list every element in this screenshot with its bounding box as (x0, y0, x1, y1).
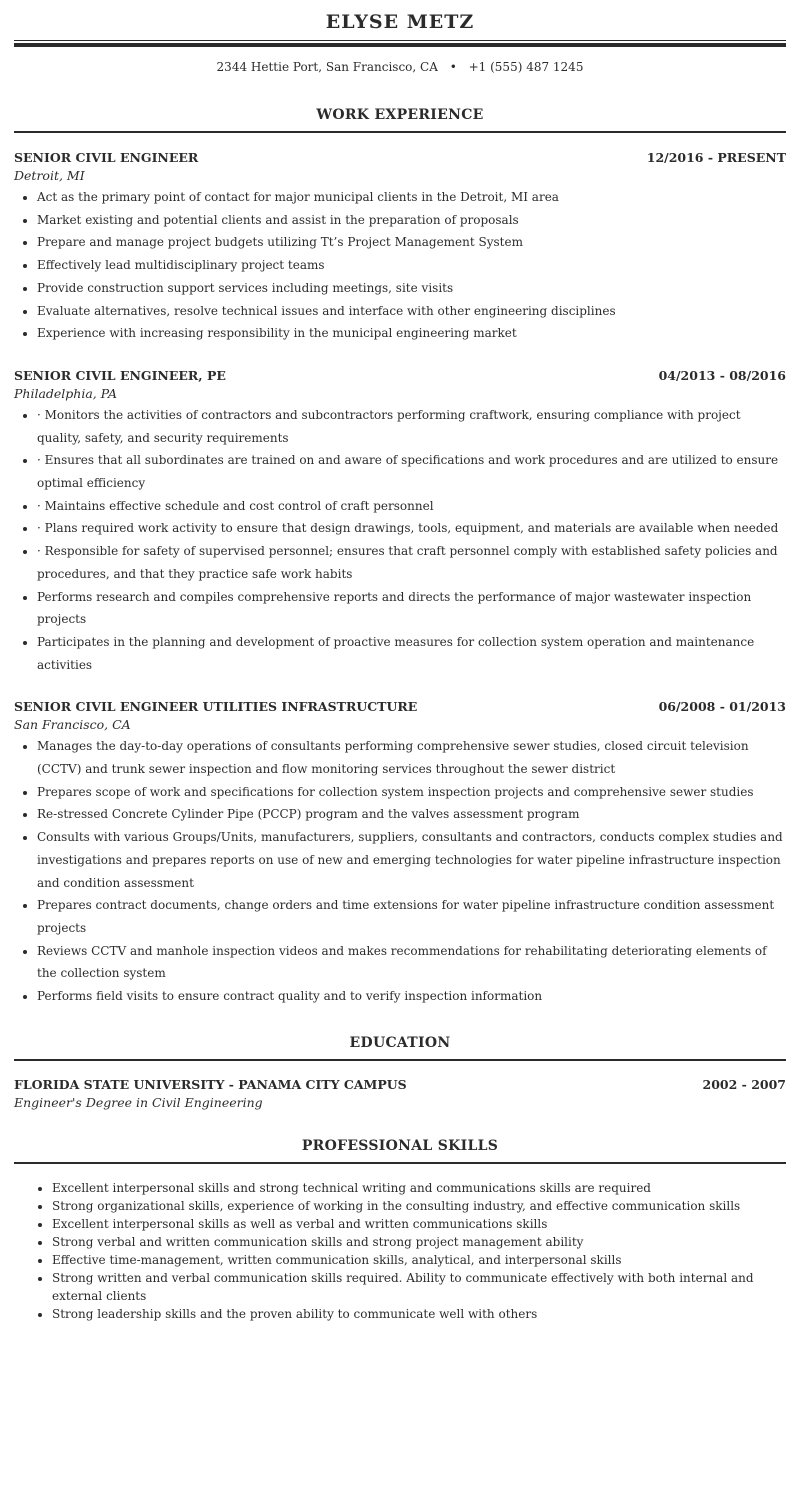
job-bullet: • Performs research and compiles comprehensive reports and directs the performance of major wastewater inspection projects (37, 586, 786, 631)
job-bullet: • · Maintains effective schedule and cost control of craft personnel (37, 495, 786, 518)
education-title: EDUCATION (349, 1034, 451, 1051)
skill-item: • Strong organizational skills, experience of working in the consulting industry, and effective communication skills (52, 1197, 786, 1215)
header-divider (14, 40, 786, 47)
skills-section (14, 1137, 786, 1323)
job-bullet: • Reviews CCTV and manhole inspection videos and makes recommendations for rehabilitating deteriorating elements of the collection system (37, 940, 786, 985)
work-experience-title: WORK EXPERIENCE (316, 107, 484, 123)
skill-item: • Strong verbal and written communication skills and strong project management ability (52, 1233, 786, 1251)
skills-title: PROFESSIONAL SKILLS (301, 1137, 499, 1154)
education-divider (14, 1059, 786, 1061)
header-divider-thick (14, 43, 786, 47)
job-bullet: • Consults with various Groups/Units, manufacturers, suppliers, consultants and contractors, conducts complex studies and investigations and prepares reports on use of new and emerging technologies for water pipeline infrastructure inspection and condition assessment (37, 826, 786, 894)
job-bullet: • · Ensures that all subordinates are trained on and aware of specifications and work procedures and are utilized to ensure optimal efficiency (37, 449, 786, 494)
school-name: FLORIDA STATE UNIVERSITY - PANAMA CITY CAMPUS (14, 1076, 407, 1092)
job-header (14, 368, 786, 384)
header-divider-thin (14, 40, 786, 41)
work-experience-section (14, 106, 786, 1008)
skill-item: • Effective time-management, written communication skills, analytical, and interpersonal skills (52, 1251, 786, 1269)
candidate-name: ELYSE METZ (325, 11, 475, 33)
job-location: Detroit, MI (14, 168, 85, 183)
education-dates: 2002 - 2007 (702, 1076, 786, 1092)
job-bullet: • Act as the primary point of contact for major municipal clients in the Detroit, MI area (37, 186, 786, 209)
job-bullet: • Re-stressed Concrete Cylinder Pipe (PCCP) program and the valves assessment program (37, 803, 786, 826)
job-bullets (14, 186, 786, 345)
job-header (14, 150, 786, 166)
education-header (14, 1077, 786, 1093)
job-bullet: • Prepares scope of work and specifications for collection system inspection projects and comprehensive sewer studies (37, 781, 786, 804)
job-dates: 12/2016 - PRESENT (646, 150, 786, 165)
job-bullet: • Prepare and manage project budgets utilizing Tt’s Project Management System (37, 231, 786, 254)
job-dates: 06/2008 - 01/2013 (658, 699, 786, 715)
job-bullet: • Provide construction support services including meetings, site visits (37, 277, 786, 300)
job-title: SENIOR CIVIL ENGINEER UTILITIES INFRASTRUCTURE (14, 699, 418, 715)
job-location: Philadelphia, PA (14, 385, 118, 401)
education-entry (14, 1077, 786, 1111)
job-title: SENIOR CIVIL ENGINEER, PE (14, 367, 226, 383)
job-bullet: • Evaluate alternatives, resolve technical issues and interface with other engineering disciplines (37, 300, 786, 323)
work-experience-divider (14, 131, 786, 133)
skill-item: • Excellent interpersonal skills and strong technical writing and communications skills are required (52, 1179, 786, 1197)
job-title: SENIOR CIVIL ENGINEER (14, 150, 199, 165)
job-dates: 04/2013 - 08/2016 (658, 367, 786, 383)
job-bullet: • · Plans required work activity to ensure that design drawings, tools, equipment, and materials are available when needed (37, 517, 786, 540)
contact-line (14, 59, 786, 75)
contact-phone: +1 (555) 487 1245 (468, 60, 584, 74)
skills-list (14, 1179, 786, 1323)
job-bullet: • Manages the day-to-day operations of consultants performing comprehensive sewer studies, closed circuit television (CCTV) and trunk sewer inspection and flow monitoring services throughout the sewer district (37, 735, 786, 780)
job-entry (14, 368, 786, 676)
job-bullet: • · Monitors the activities of contractors and subcontractors performing craftwork, ensuring compliance with project quality, safety, and security requirements (37, 404, 786, 449)
job-bullets (14, 404, 786, 676)
job-bullet: • Participates in the planning and development of proactive measures for collection system operation and maintenance activities (37, 631, 786, 676)
resume-page (14, 0, 786, 1323)
skill-item: • Strong written and verbal communication skills required. Ability to communicate effectively with both internal and external clients (52, 1269, 786, 1305)
job-bullet: • Performs field visits to ensure contract quality and to verify inspection information (37, 985, 786, 1008)
job-bullet: • Experience with increasing responsibility in the municipal engineering market (37, 322, 786, 345)
degree-name: Engineer's Degree in Civil Engineering (14, 1094, 263, 1110)
contact-address: 2344 Hettie Port, San Francisco, CA (216, 60, 438, 74)
job-bullets (14, 735, 786, 1007)
job-bullet: • · Responsible for safety of supervised personnel; ensures that craft personnel comply with established safety policies and procedures, and that they practice safe work habits (37, 540, 786, 585)
job-location: San Francisco, CA (14, 717, 131, 733)
education-section (14, 1034, 786, 1111)
skills-divider (14, 1162, 786, 1164)
job-entry (14, 699, 786, 1007)
job-header (14, 699, 786, 715)
skill-item: • Strong leadership skills and the proven ability to communicate well with others (52, 1305, 786, 1323)
job-bullet: • Effectively lead multidisciplinary project teams (37, 254, 786, 277)
job-bullet: • Prepares contract documents, change orders and time extensions for water pipeline infrastructure condition assessment projects (37, 894, 786, 939)
job-entry (14, 150, 786, 345)
skill-item: • Excellent interpersonal skills as well as verbal and written communications skills (52, 1215, 786, 1233)
job-bullet: • Market existing and potential clients and assist in the preparation of proposals (37, 209, 786, 232)
contact-separator: • (449, 60, 457, 74)
